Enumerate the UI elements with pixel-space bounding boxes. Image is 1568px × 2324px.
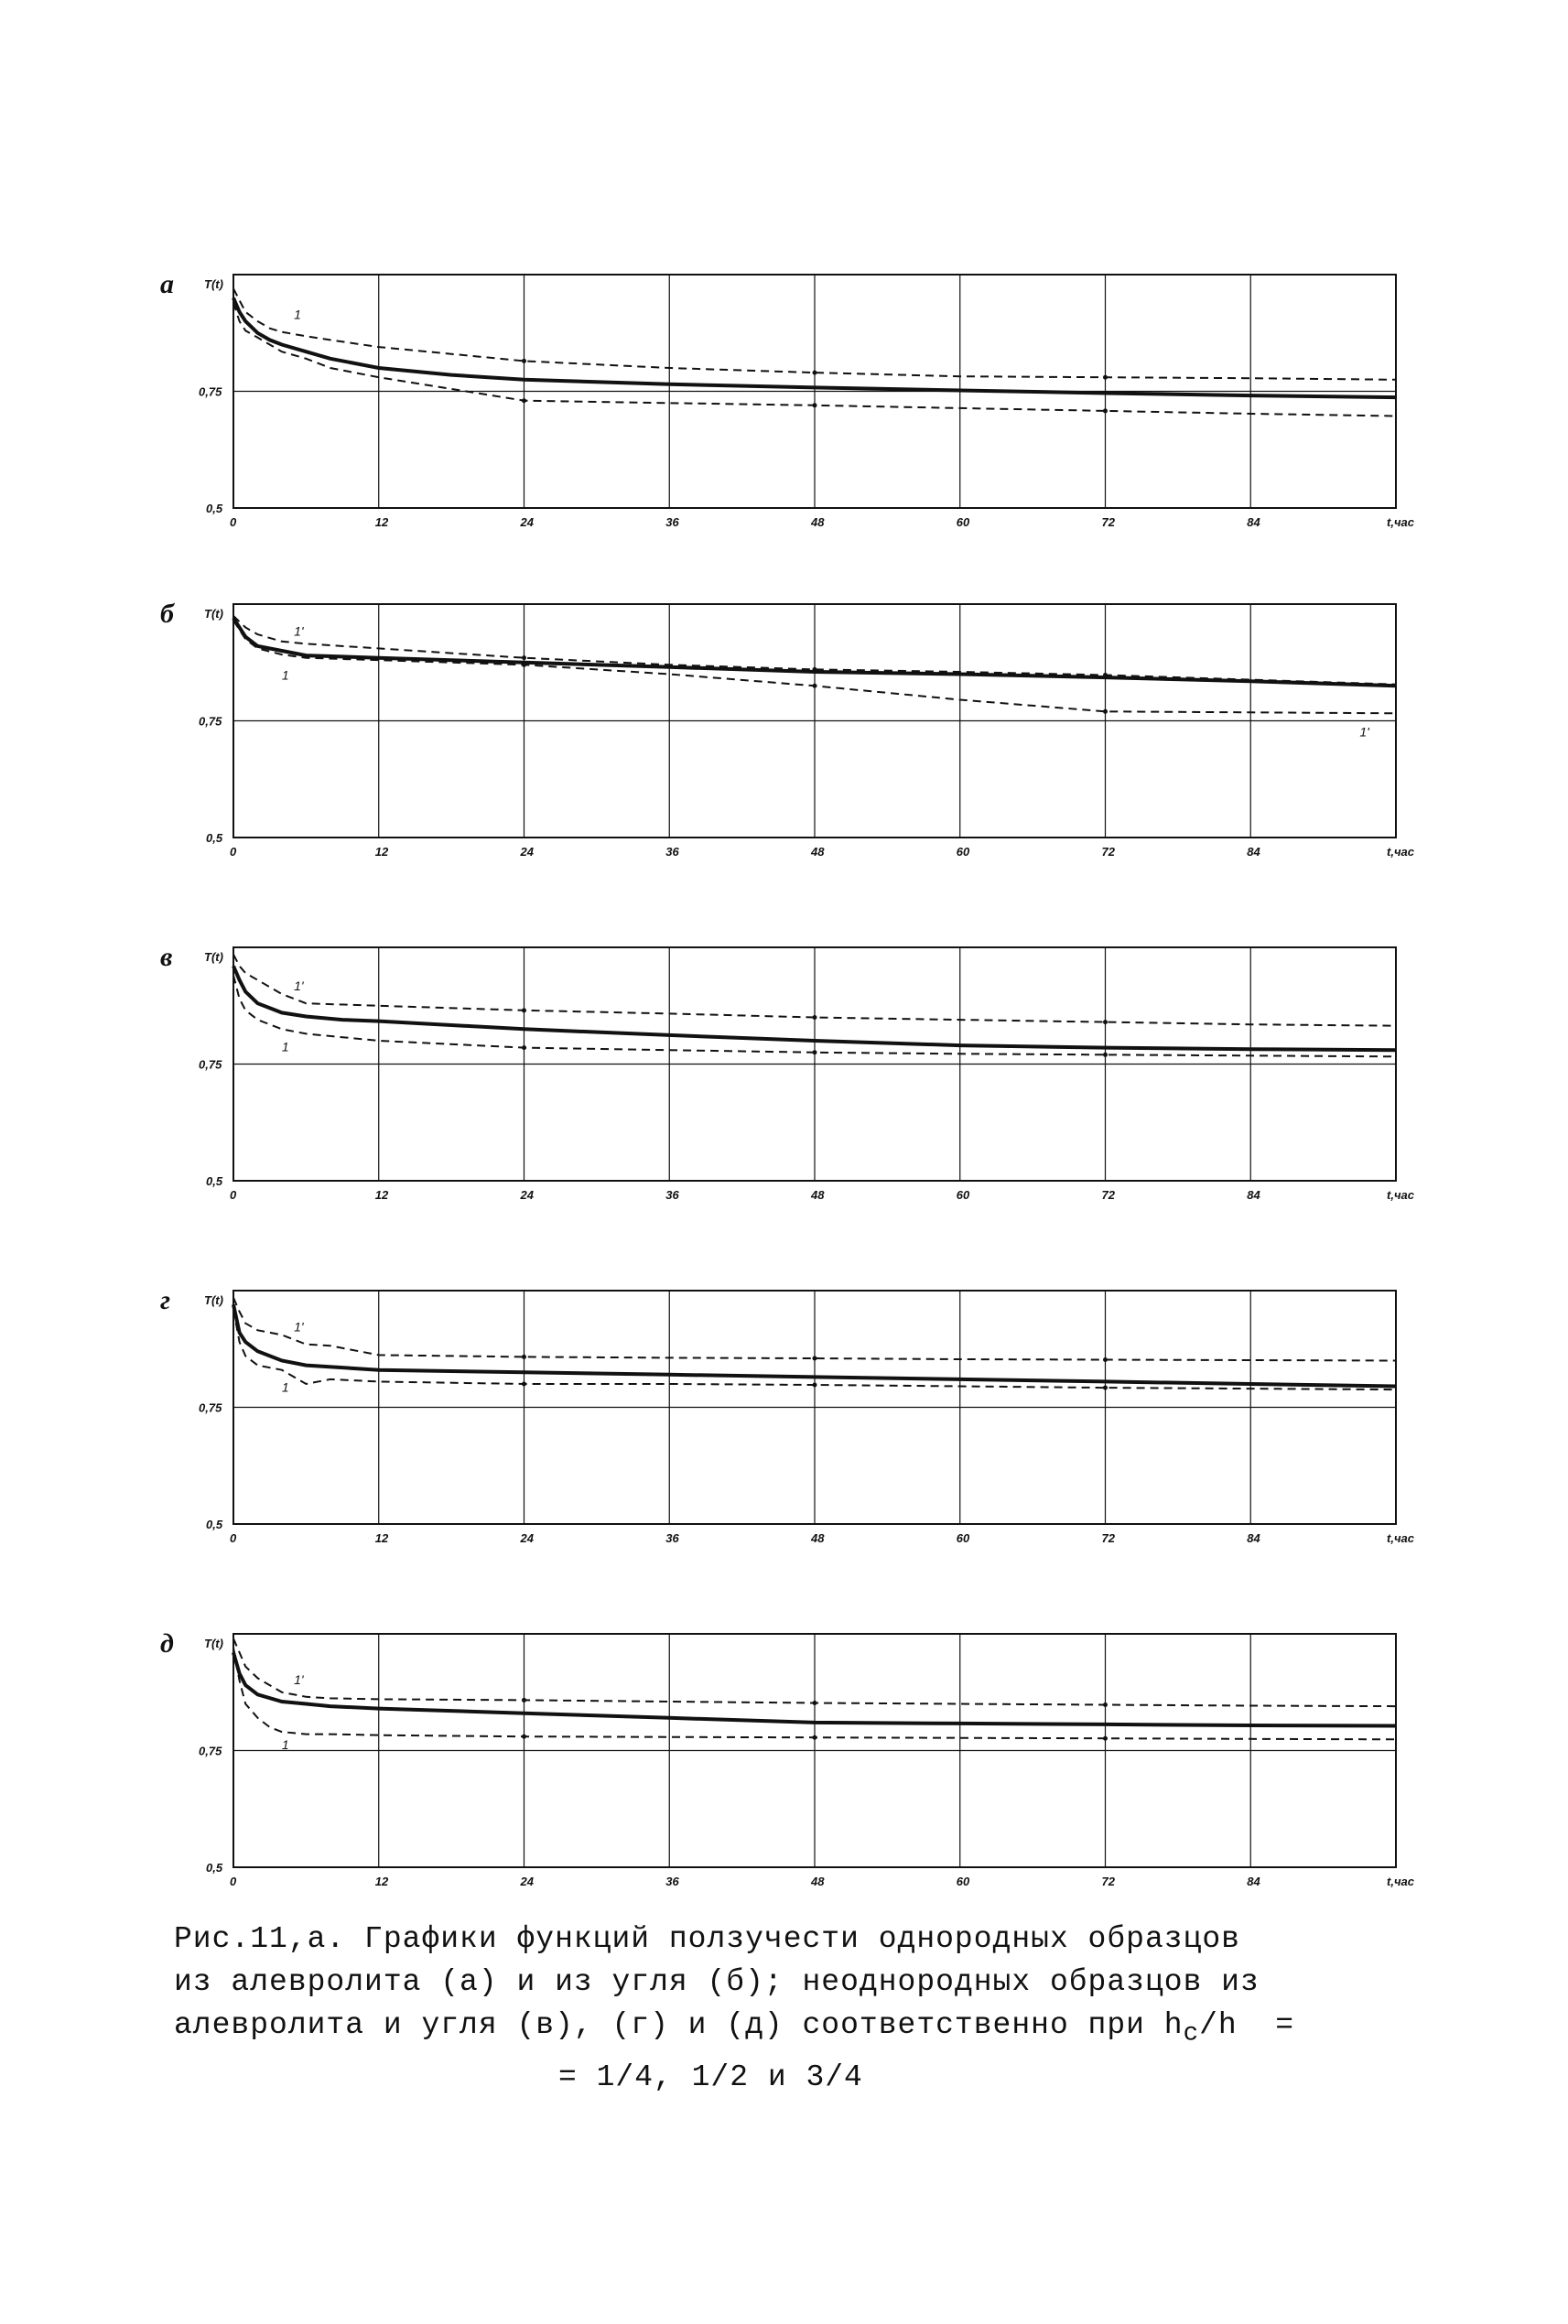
data-point [522, 1008, 526, 1012]
x-tick-label: 24 [520, 515, 534, 529]
data-point [1103, 375, 1108, 380]
data-point [1103, 1386, 1108, 1390]
x-tick-label: 12 [374, 515, 389, 529]
x-tick-label: 60 [956, 1875, 970, 1888]
x-tick-label: 0 [230, 1531, 237, 1545]
data-point [813, 403, 817, 407]
y-tick-label: 0,75 [199, 714, 222, 729]
x-tick-label: 72 [1101, 1188, 1115, 1202]
curve-label: 1' [294, 1671, 304, 1687]
y-tick-label: 0,5 [206, 502, 223, 515]
x-tick-label: 0 [230, 515, 237, 529]
x-tick-label: 72 [1101, 1875, 1115, 1888]
y-tick-label: 0,75 [199, 1744, 222, 1758]
data-point [1103, 673, 1108, 677]
data-point [522, 1045, 526, 1050]
data-point [1103, 1736, 1108, 1741]
x-axis-label: t,час [1387, 1531, 1414, 1545]
x-axis-label: t,час [1387, 515, 1414, 529]
x-tick-label: 36 [665, 1188, 679, 1202]
x-tick-label: 24 [520, 1531, 534, 1545]
data-point [522, 1355, 526, 1359]
x-tick-label: 48 [811, 1531, 825, 1545]
curve-label: 1' [294, 1319, 304, 1335]
x-tick-label: 0 [230, 1188, 237, 1202]
x-tick-label: 0 [230, 845, 237, 859]
panel-label: в [160, 942, 173, 972]
x-tick-label: 60 [956, 1531, 970, 1545]
x-tick-label: 12 [374, 845, 389, 859]
x-tick-label: 72 [1101, 845, 1115, 859]
x-tick-label: 48 [811, 1188, 825, 1202]
panel-label: a [160, 269, 174, 299]
y-axis-label: T(t) [204, 277, 223, 291]
x-tick-label: 48 [811, 515, 825, 529]
y-axis-label: T(t) [204, 950, 223, 964]
curve-label: 1 [281, 1379, 289, 1395]
y-tick-label: 0,75 [199, 1400, 222, 1415]
panel-label: г [160, 1285, 171, 1315]
data-point [522, 398, 526, 403]
x-tick-label: 84 [1247, 515, 1260, 529]
data-point [1103, 1702, 1108, 1707]
caption-line-3-subscript: c [1183, 2019, 1200, 2048]
x-tick-label: 12 [374, 1875, 389, 1888]
curve-label: 1' [294, 978, 304, 994]
x-tick-label: 48 [811, 845, 825, 859]
caption-line-1: Рис.11,а. Графики функций ползучести однородных образцов [174, 1922, 1240, 1956]
x-tick-label: 24 [520, 845, 534, 859]
y-tick-label: 0,5 [206, 1174, 223, 1188]
x-axis-label: t,час [1387, 1188, 1414, 1202]
data-point [522, 1382, 526, 1387]
data-point [522, 1735, 526, 1739]
caption-line-3-end: /h = [1199, 2008, 1295, 2042]
panel-label: д [160, 1628, 174, 1659]
data-point [813, 667, 817, 672]
x-tick-label: 48 [811, 1875, 825, 1888]
data-point [522, 663, 526, 667]
curve-label: 1' [294, 623, 304, 639]
curve-label: 1 [281, 1737, 289, 1752]
y-axis-label: T(t) [204, 1637, 223, 1650]
x-axis-label: t,час [1387, 1875, 1414, 1888]
x-tick-label: 24 [520, 1875, 534, 1888]
y-tick-label: 0,5 [206, 831, 223, 845]
x-tick-label: 72 [1101, 1531, 1115, 1545]
x-tick-label: 84 [1247, 1188, 1260, 1202]
x-tick-label: 36 [665, 515, 679, 529]
curve-label: 1 [294, 307, 301, 322]
x-tick-label: 60 [956, 1188, 970, 1202]
y-axis-label: T(t) [204, 607, 223, 621]
data-point [522, 655, 526, 660]
x-tick-label: 12 [374, 1188, 389, 1202]
x-tick-label: 12 [374, 1531, 389, 1545]
chart-panel-5 [0, 1628, 1465, 1927]
data-point [1103, 1053, 1108, 1057]
data-point [522, 359, 526, 363]
x-tick-label: 72 [1101, 515, 1115, 529]
data-point [813, 684, 817, 688]
data-point [813, 1701, 817, 1705]
y-tick-label: 0,75 [199, 384, 222, 399]
data-point [813, 371, 817, 375]
x-tick-label: 36 [665, 1531, 679, 1545]
caption-line-3-text: алевролита и угля (в), (г) и (д) соответственно при h [174, 2008, 1184, 2042]
x-tick-label: 84 [1247, 845, 1260, 859]
chart-panel-2 [0, 599, 1465, 897]
x-axis-label: t,час [1387, 845, 1414, 859]
y-axis-label: T(t) [204, 1293, 223, 1307]
x-tick-label: 0 [230, 1875, 237, 1888]
chart-panel-4 [0, 1285, 1465, 1584]
x-tick-label: 60 [956, 845, 970, 859]
chart-panel-1 [0, 269, 1465, 567]
y-tick-label: 0,75 [199, 1057, 222, 1072]
x-tick-label: 36 [665, 845, 679, 859]
data-point [1103, 1020, 1108, 1024]
data-point [813, 1735, 817, 1740]
x-tick-label: 60 [956, 515, 970, 529]
y-tick-label: 0,5 [206, 1518, 223, 1531]
x-tick-label: 84 [1247, 1531, 1260, 1545]
data-point [813, 1383, 817, 1388]
x-tick-label: 24 [520, 1188, 534, 1202]
x-tick-label: 36 [665, 1875, 679, 1888]
data-point [813, 1356, 817, 1360]
data-point [1103, 1357, 1108, 1362]
data-point [813, 1015, 817, 1020]
data-point [522, 1698, 526, 1702]
x-tick-label: 84 [1247, 1875, 1260, 1888]
caption-line-2: из алевролита (а) и из угля (б); неоднородных образцов из [174, 1965, 1260, 1999]
data-point [813, 1050, 817, 1054]
curve-label: 1 [281, 1039, 289, 1054]
chart-panel-3 [0, 942, 1465, 1240]
curve-label: 1' [1359, 724, 1369, 740]
caption-line-4: = 1/4, 1/2 и 3/4 [558, 2059, 863, 2094]
figure-caption [174, 1918, 1455, 2099]
data-point [1103, 709, 1108, 714]
panel-label: б [160, 599, 174, 629]
data-point [1103, 408, 1108, 413]
y-tick-label: 0,5 [206, 1861, 223, 1875]
caption-line-3 [174, 2004, 1455, 2056]
curve-label: 1 [281, 667, 289, 683]
